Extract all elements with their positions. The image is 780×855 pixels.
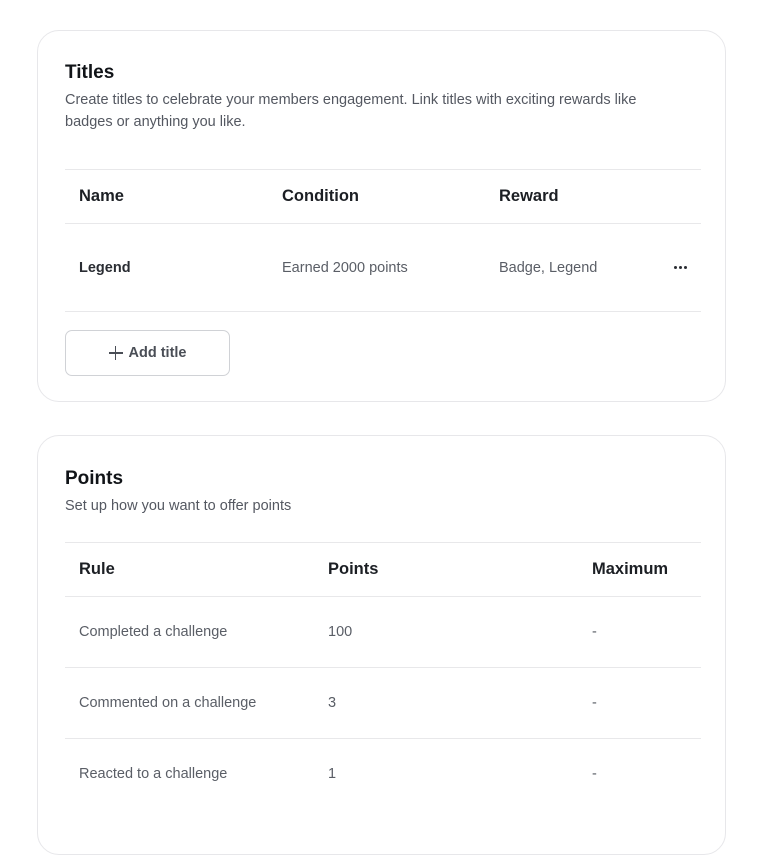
table-row bbox=[65, 738, 701, 809]
rule-points: 1 bbox=[328, 766, 337, 782]
plus-icon bbox=[109, 346, 123, 360]
column-header-name: Name bbox=[79, 187, 124, 205]
points-table-header bbox=[65, 542, 701, 596]
title-reward: Badge, Legend bbox=[499, 259, 598, 276]
more-horizontal-icon[interactable] bbox=[674, 266, 687, 269]
add-title-label: Add title bbox=[128, 345, 187, 361]
titles-table-header bbox=[65, 169, 701, 223]
rule-name: Reacted to a challenge bbox=[79, 766, 228, 782]
add-title-button[interactable] bbox=[65, 330, 230, 376]
titles-description: Create titles to celebrate your members engagement. Link titles with exciting rewards like badges or anything you like. bbox=[65, 92, 637, 130]
titles-table bbox=[65, 169, 701, 312]
table-row bbox=[65, 223, 701, 312]
column-header-maximum: Maximum bbox=[592, 560, 669, 578]
points-card bbox=[37, 435, 726, 855]
rule-name: Commented on a challenge bbox=[79, 695, 257, 711]
table-row bbox=[65, 667, 701, 738]
titles-card bbox=[37, 30, 726, 402]
rule-maximum: - bbox=[592, 624, 597, 640]
column-header-points: Points bbox=[328, 560, 379, 578]
table-row bbox=[65, 596, 701, 667]
titles-heading: Titles bbox=[65, 62, 115, 83]
rule-maximum: - bbox=[592, 695, 597, 711]
column-header-condition: Condition bbox=[282, 187, 359, 205]
title-condition: Earned 2000 points bbox=[282, 259, 408, 276]
rule-name: Completed a challenge bbox=[79, 624, 228, 640]
title-name: Legend bbox=[79, 259, 131, 276]
rule-points: 100 bbox=[328, 624, 353, 640]
points-table bbox=[65, 542, 701, 809]
column-header-rule: Rule bbox=[79, 560, 115, 578]
rule-points: 3 bbox=[328, 695, 337, 711]
points-heading: Points bbox=[65, 468, 124, 489]
rule-maximum: - bbox=[592, 766, 597, 782]
column-header-reward: Reward bbox=[499, 187, 559, 205]
points-description: Set up how you want to offer points bbox=[65, 498, 292, 514]
